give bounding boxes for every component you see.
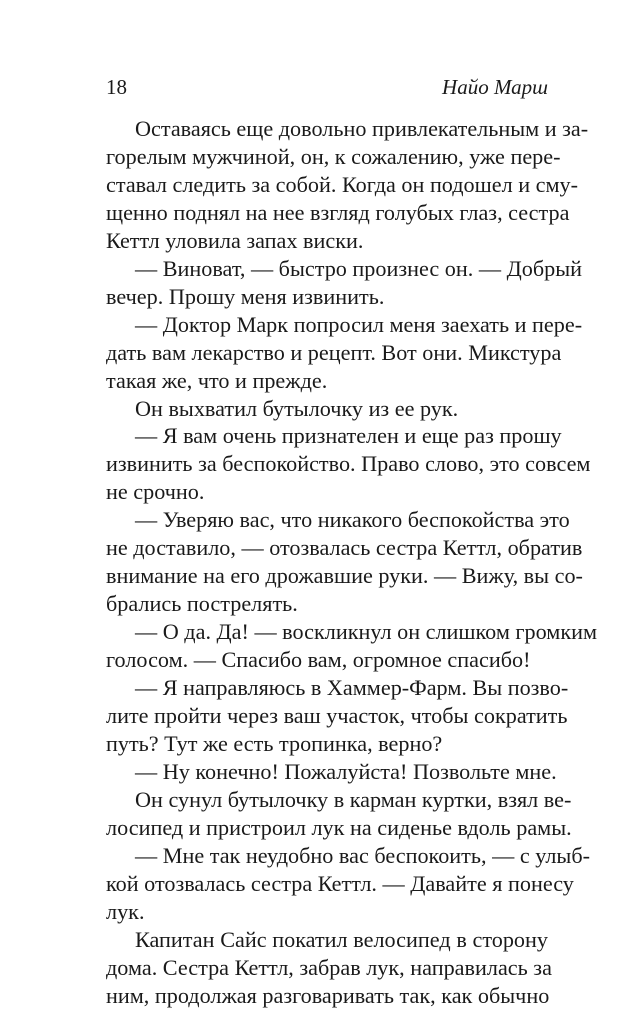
text-line: ставал следить за собой. Когда он подошел и сму-	[106, 171, 578, 197]
paragraph	[106, 786, 572, 842]
text-line: — О да. Да! — воскликнул он слишком громким	[135, 619, 598, 645]
text-line: — Ну конечно! Пожалуйста! Позвольте мне.	[135, 758, 557, 784]
text-line: не срочно.	[106, 479, 205, 505]
book-page	[106, 0, 598, 1008]
text-line: Он выхватил бутылочку из ее рук.	[135, 395, 459, 421]
text-line: голосом. — Спасибо вам, огромное спасибо!	[106, 647, 531, 673]
text-line: ним, продолжая разговаривать так, как обычно	[106, 982, 550, 1008]
page-number: 18	[106, 75, 127, 99]
paragraph	[106, 422, 591, 506]
text-line: — Я направляюсь в Хаммер-Фарм. Вы позво-	[135, 675, 569, 701]
text-line: брались пострелять.	[106, 591, 298, 617]
paragraph	[106, 506, 583, 618]
text-line: Оставаясь еще довольно привлекательным и за-	[135, 116, 589, 141]
text-line: щенно поднял на нее взгляд голубых глаз, сестра	[106, 199, 570, 225]
text-line: дать вам лекарство и рецепт. Вот они. Микстура	[106, 339, 562, 365]
text-line: лите пройти через ваш участок, чтобы сократить	[106, 703, 568, 729]
text-line: извинить за беспокойство. Право слово, это совсем	[106, 451, 591, 477]
paragraph	[106, 311, 583, 395]
text-line: — Уверяю вас, что никакого беспокойства это	[135, 507, 570, 533]
text-line: кой отозвалась сестра Кеттл. — Давайте я понесу	[106, 870, 574, 896]
text-line: дома. Сестра Кеттл, забрав лук, направилась за	[106, 954, 552, 980]
running-head	[106, 74, 548, 100]
text-line: лук.	[106, 898, 145, 924]
paragraph	[106, 674, 569, 758]
text-line: Капитан Сайс покатил велосипед в сторону	[135, 926, 548, 952]
text-line: — Виноват, — быстро произнес он. — Добрый	[135, 255, 582, 281]
text-line: не доставило, — отозвалась сестра Кеттл, обратив	[106, 535, 583, 561]
paragraph	[106, 115, 589, 255]
paragraph	[106, 926, 552, 1010]
author-name: Найо Марш	[442, 75, 548, 99]
text-line: — Доктор Марк попросил меня заехать и пере-	[135, 311, 583, 337]
text-line: Кеттл уловила запах виски.	[106, 227, 364, 253]
body-text	[106, 115, 598, 1010]
paragraph	[106, 842, 590, 926]
paragraph	[106, 618, 598, 674]
text-line: лосипед и пристроил лук на сиденье вдоль рамы.	[106, 814, 572, 840]
text-line: такая же, что и прежде.	[106, 367, 328, 393]
text-line: — Я вам очень признателен и еще раз прошу	[135, 423, 562, 449]
text-line: внимание на его дрожавшие руки. — Вижу, вы со-	[106, 563, 583, 589]
text-line: горелым мужчиной, он, к сожалению, уже пере-	[106, 143, 561, 169]
text-line: — Мне так неудобно вас беспокоить, — с улыб-	[135, 842, 590, 868]
text-line: путь? Тут же есть тропинка, верно?	[106, 730, 443, 756]
paragraph	[106, 255, 582, 311]
paragraph	[106, 395, 548, 423]
text-line: Он сунул бутылочку в карман куртки, взял ве-	[135, 786, 572, 812]
text-line: вечер. Прошу меня извинить.	[106, 283, 385, 309]
paragraph	[106, 758, 557, 786]
